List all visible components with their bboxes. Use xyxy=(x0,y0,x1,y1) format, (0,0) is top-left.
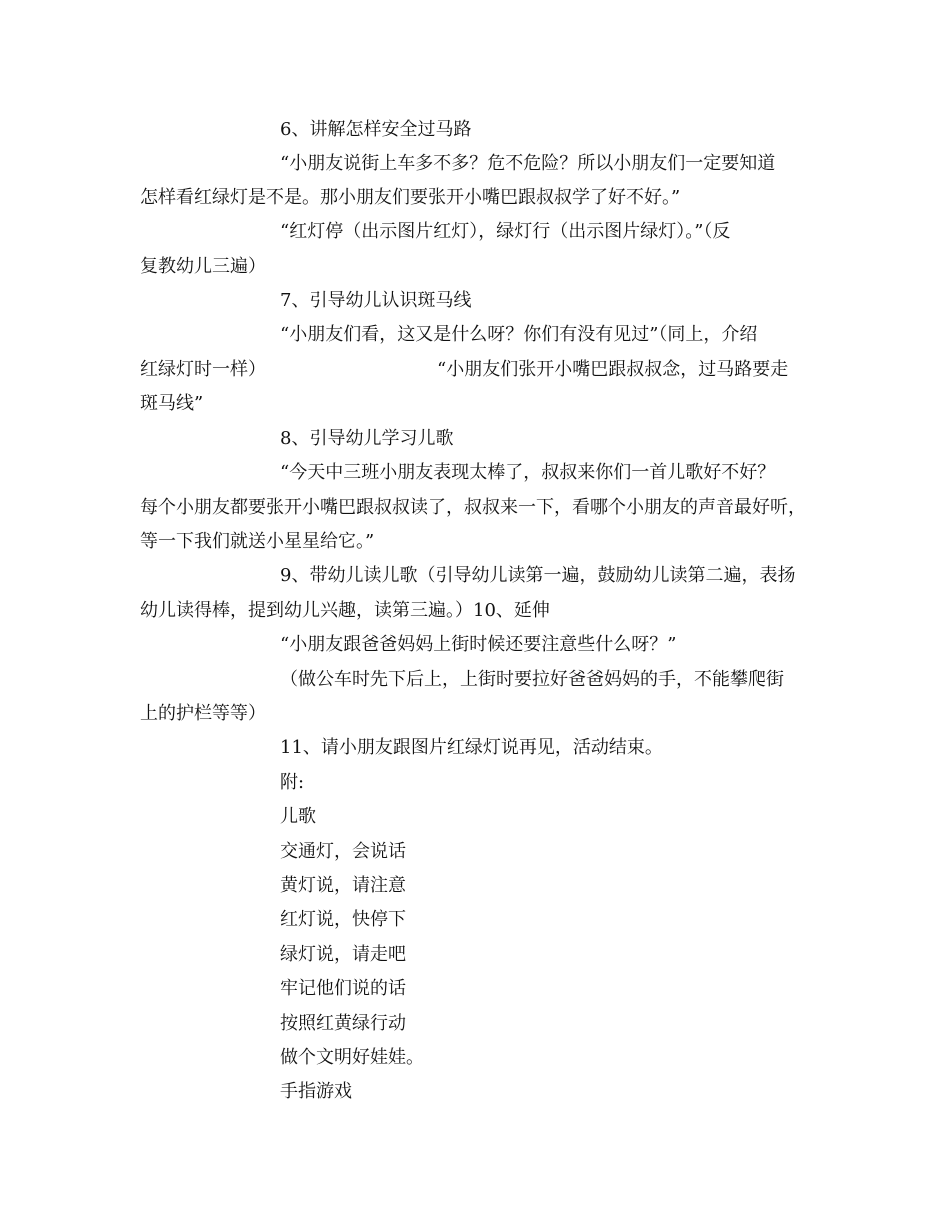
text-line: 斑马线” xyxy=(140,393,204,414)
text-line: （做公车时先下后上，上街时要拉好爸爸妈妈的手，不能攀爬街 xyxy=(280,669,784,690)
rhyme-line: 牢记他们说的话 xyxy=(280,978,406,999)
text-line: 等一下我们就送小星星给它。” xyxy=(140,531,375,552)
heading-step-6: 6、讲解怎样安全过马路 xyxy=(280,119,472,140)
text-line: “小朋友跟爸爸妈妈上街时候还要注意些什么呀？” xyxy=(280,634,677,655)
text-line: “小朋友们张开小嘴巴跟叔叔念，过马路要走 xyxy=(437,359,789,380)
text-line: 幼儿读得棒，提到幼儿兴趣，读第三遍。）10、延伸 xyxy=(140,600,550,621)
rhyme-line: 黄灯说，请注意 xyxy=(280,875,406,896)
text-line: 上的护栏等等） xyxy=(140,703,266,724)
text-line: 9、带幼儿读儿歌（引导幼儿读第一遍，鼓励幼儿读第二遍，表扬 xyxy=(280,565,796,586)
rhyme-line: 交通灯，会说话 xyxy=(280,841,406,862)
text-line: “小朋友们看，这又是什么呀？你们有没有见过”（同上，介绍 xyxy=(280,324,758,345)
text-line: 每个小朋友都要张开小嘴巴跟叔叔读了，叔叔来一下，看哪个小朋友的声音最好听， xyxy=(140,497,806,518)
text-line: 复教幼儿三遍） xyxy=(140,256,266,277)
heading-step-8: 8、引导幼儿学习儿歌 xyxy=(280,428,454,449)
heading-step-11: 11、请小朋友跟图片红绿灯说再见，活动结束。 xyxy=(280,737,663,758)
text-line: “今天中三班小朋友表现太棒了，叔叔来你们一首儿歌好不好？ xyxy=(280,462,776,483)
rhyme-line: 做个文明好娃娃。 xyxy=(280,1047,424,1068)
appendix-label: 附: xyxy=(280,772,305,793)
finger-game-title: 手指游戏 xyxy=(280,1081,352,1102)
nursery-rhyme-title: 儿歌 xyxy=(280,806,316,827)
rhyme-line: 红灯说，快停下 xyxy=(280,909,406,930)
text-line: 红绿灯时一样） xyxy=(140,359,266,380)
heading-step-7: 7、引导幼儿认识斑马线 xyxy=(280,290,472,311)
rhyme-line: 按照红黄绿行动 xyxy=(280,1013,406,1034)
text-line: “红灯停（出示图片红灯），绿灯行（出示图片绿灯）。”（反 xyxy=(280,221,731,242)
text-line: “小朋友说街上车多不多？危不危险？所以小朋友们一定要知道 xyxy=(280,153,776,174)
text-line: 怎样看红绿灯是不是。那小朋友们要张开小嘴巴跟叔叔学了好不好。” xyxy=(140,187,681,208)
rhyme-line: 绿灯说，请走吧 xyxy=(280,944,406,965)
